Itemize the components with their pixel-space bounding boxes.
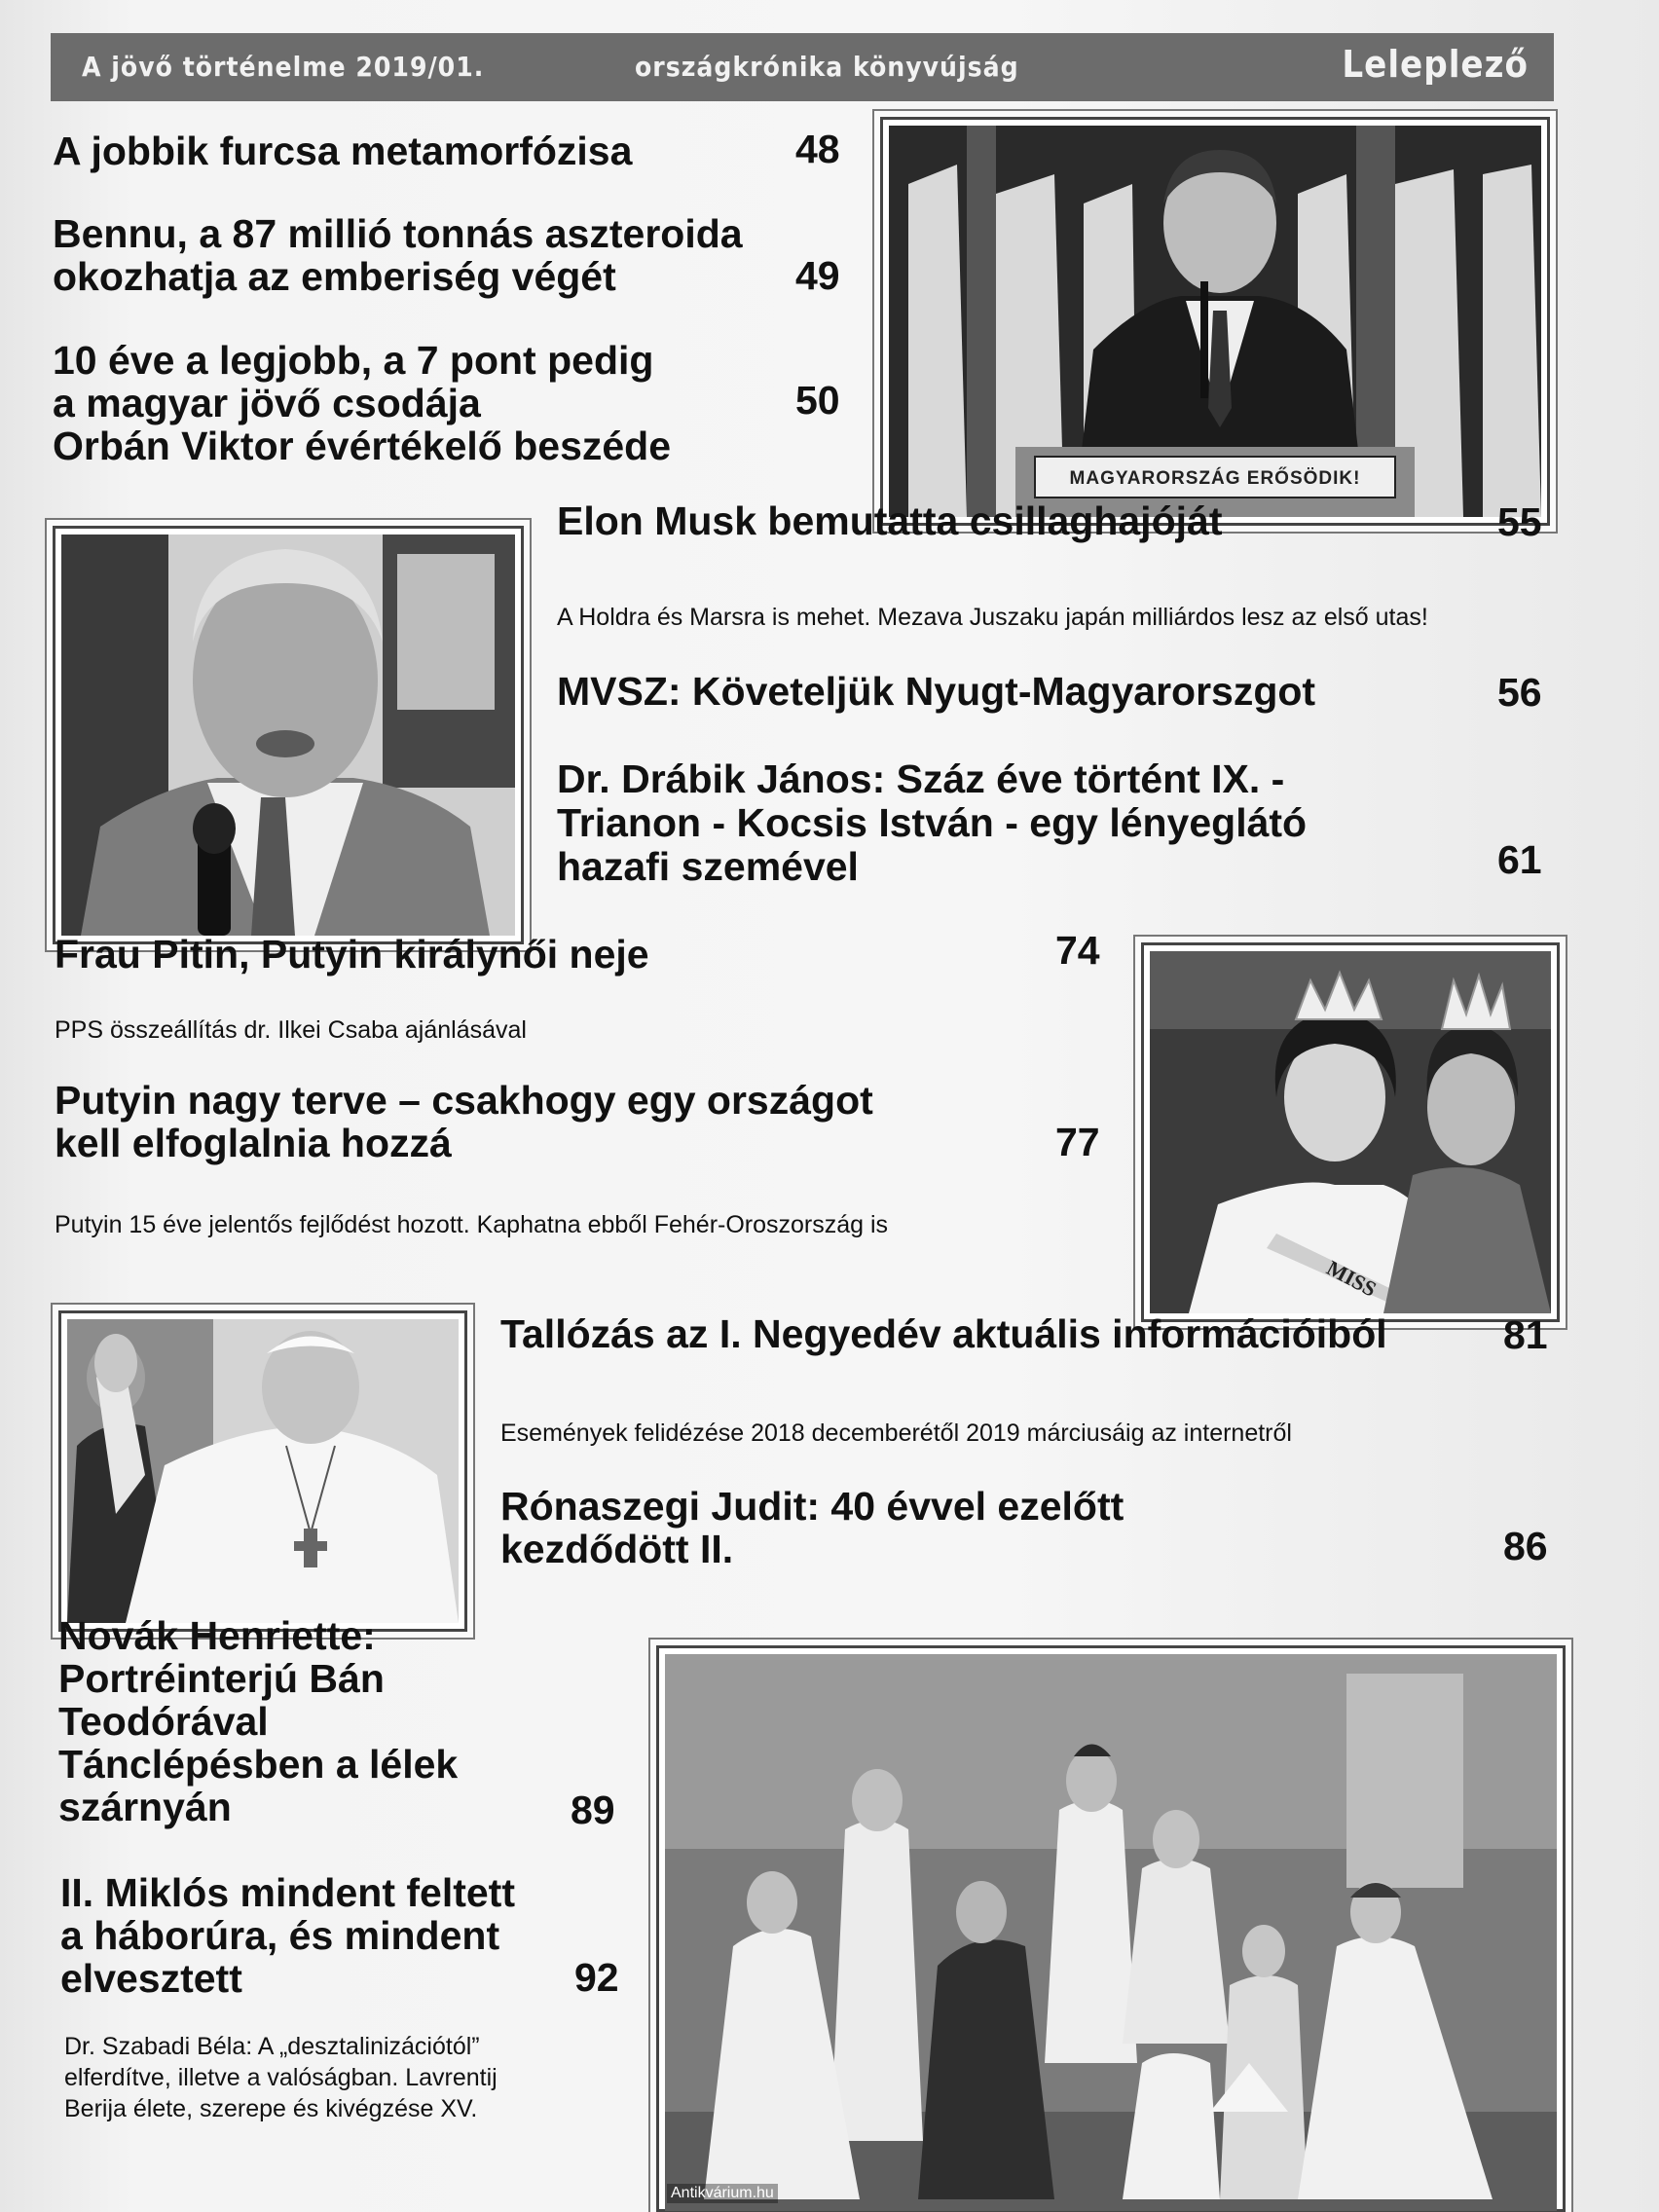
sash-text: MISS (1322, 1255, 1381, 1302)
entry-title-line: MVSZ: Követeljük Nyugt-Magyarorszgot (557, 669, 1316, 714)
entry-title-line: a háborúra, és mindent (60, 1913, 500, 1958)
photo-pageant-crowning (1141, 942, 1560, 1322)
entry-page-number: 77 (1055, 1120, 1100, 1164)
entry-title-line: II. Miklós mindent feltett (60, 1870, 515, 1915)
entry-title-line: Trianon - Kocsis István - egy lényeglátó (557, 800, 1308, 845)
entry-title-line: Orbán Viktor évértékelő beszéde (53, 424, 672, 468)
photo-man-microphone (53, 526, 524, 944)
entry-title-line: 10 éve a legjobb, a 7 pont pedig (53, 338, 654, 383)
entry-title-line: Elon Musk bemutatta csillaghajóját (557, 498, 1223, 543)
entry-title-line: Bennu, a 87 millió tonnás aszteroida (53, 211, 743, 256)
section-label: Leleplező (1342, 43, 1529, 86)
entry-title-line: Dr. Drábik János: Száz éve történt IX. - (557, 756, 1285, 801)
entry-title-line: szárnyán (58, 1785, 232, 1829)
entry-page-number: 89 (571, 1788, 615, 1832)
entry-title-line: kezdődött II. (500, 1527, 734, 1571)
entry-title-line: okozhatja az emberiség végét (53, 254, 616, 299)
entry-title-line: kell elfoglalnia hozzá (55, 1121, 452, 1165)
entry-subtitle-line: elferdítve, illetve a valóságban. Lavrentij (64, 2064, 498, 2091)
entry-title-line: Putyin nagy terve – csakhogy egy országot (55, 1078, 873, 1123)
entry-subtitle: A Holdra és Marsra is mehet. Mezava Juszaku japán milliárdos lesz az első utas! (557, 604, 1428, 631)
entry-page-number: 92 (574, 1955, 619, 2000)
entry-title-line: Novák Henriette: (58, 1613, 376, 1658)
issue-label: A jövő történelme 2019/01. (82, 51, 485, 83)
entry-title-line: hazafi szemével (557, 844, 859, 889)
photo-waving-man-white (58, 1310, 467, 1632)
podium-sign-text: MAGYARORSZÁG ERŐSÖDIK! (1069, 468, 1361, 489)
entry-page-number: 56 (1497, 670, 1542, 715)
entry-title-line: Rónaszegi Judit: 40 évvel ezelőtt (500, 1484, 1124, 1529)
watermark: Antikvárium.hu (667, 2184, 778, 2203)
entry-page-number: 55 (1497, 499, 1542, 544)
entry-title-line: Teodórával (58, 1699, 269, 1744)
entry-title-line: a magyar jövő csodája (53, 381, 481, 425)
entry-subtitle: Putyin 15 éve jelentős fejlődést hozott. Kaphatna ebből Fehér-Oroszország is (55, 1211, 889, 1238)
entry-page-number: 74 (1055, 928, 1100, 973)
entry-page-number: 81 (1503, 1312, 1548, 1357)
entry-title-line: A jobbik furcsa metamorfózisa (53, 129, 633, 173)
header-bar (51, 33, 1554, 101)
publication-label: országkrónika könyvújság (635, 51, 1019, 83)
entry-title-line: Portréinterjú Bán (58, 1656, 385, 1701)
entry-subtitle-line: Dr. Szabadi Béla: A „desztalinizációtól” (64, 2033, 480, 2060)
entry-title-line: Tallózás az I. Negyedév aktuális információiból (500, 1311, 1387, 1356)
entry-page-number: 61 (1497, 837, 1542, 882)
photo-imperial-family (656, 1645, 1566, 2212)
entry-page-number: 48 (795, 127, 840, 171)
photo-speaker-podium (880, 117, 1550, 526)
entry-subtitle-line: Berija élete, szerepe és kivégzése XV. (64, 2095, 478, 2122)
entry-title-line: elvesztett (60, 1956, 242, 2001)
entry-page-number: 50 (795, 378, 840, 423)
entry-subtitle: PPS összeállítás dr. Ilkei Csaba ajánlásával (55, 1016, 527, 1044)
entry-title-line: Frau Pitin, Putyin királynői neje (55, 932, 649, 977)
entry-page-number: 49 (795, 253, 840, 298)
entry-page-number: 86 (1503, 1524, 1548, 1568)
entry-title-line: Tánclépésben a lélek (58, 1742, 459, 1787)
entry-subtitle: Események felidézése 2018 decemberétől 2019 márciusáig az internetről (500, 1419, 1292, 1447)
